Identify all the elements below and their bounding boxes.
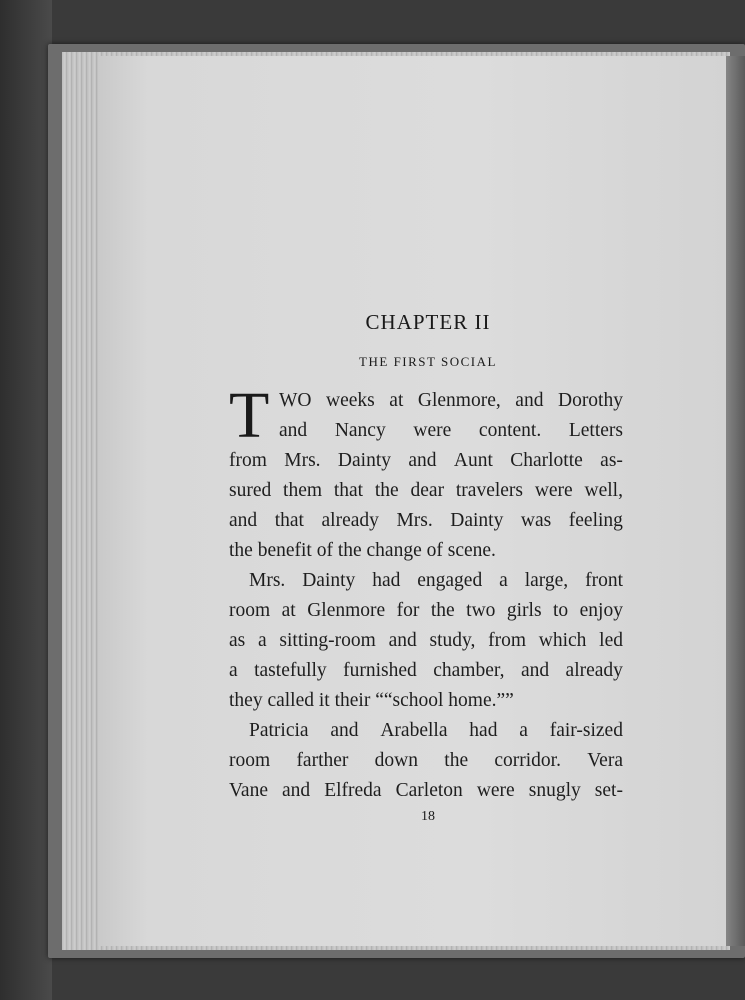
text-line: WO weeks at Glenmore, and Dorothy bbox=[279, 390, 623, 411]
text-line: Patricia and Arabella had a fair-sized bbox=[249, 720, 623, 741]
text-line: and that already Mrs. Dainty was feeling bbox=[229, 510, 623, 531]
drop-cap: T bbox=[229, 379, 270, 452]
text-line: a tastefully furnished chamber, and already bbox=[229, 660, 623, 681]
chapter-title: CHAPTER II bbox=[365, 310, 491, 334]
text-line: Vane and Elfreda Carleton were snugly set- bbox=[229, 780, 623, 801]
text-line: Mrs. Dainty had engaged a large, front bbox=[249, 570, 623, 591]
background-left bbox=[0, 0, 52, 1000]
text-line: from Mrs. Dainty and Aunt Charlotte as- bbox=[229, 450, 623, 471]
body-text bbox=[229, 379, 623, 806]
text-line: and Nancy were content. Letters bbox=[279, 420, 623, 441]
text-line: as a sitting-room and study, from which led bbox=[229, 630, 623, 651]
text-line: the benefit of the change of scene. bbox=[229, 540, 496, 561]
text-line: room at Glenmore for the two girls to enjoy bbox=[229, 600, 623, 621]
text-line: sured them that the dear travelers were well, bbox=[229, 480, 623, 501]
chapter-subtitle: THE FIRST SOCIAL bbox=[359, 354, 497, 369]
page-number: 18 bbox=[421, 809, 435, 824]
text-line: room farther down the corridor. Vera bbox=[229, 750, 623, 771]
text-line: they called it their ““school home.”” bbox=[229, 690, 514, 711]
